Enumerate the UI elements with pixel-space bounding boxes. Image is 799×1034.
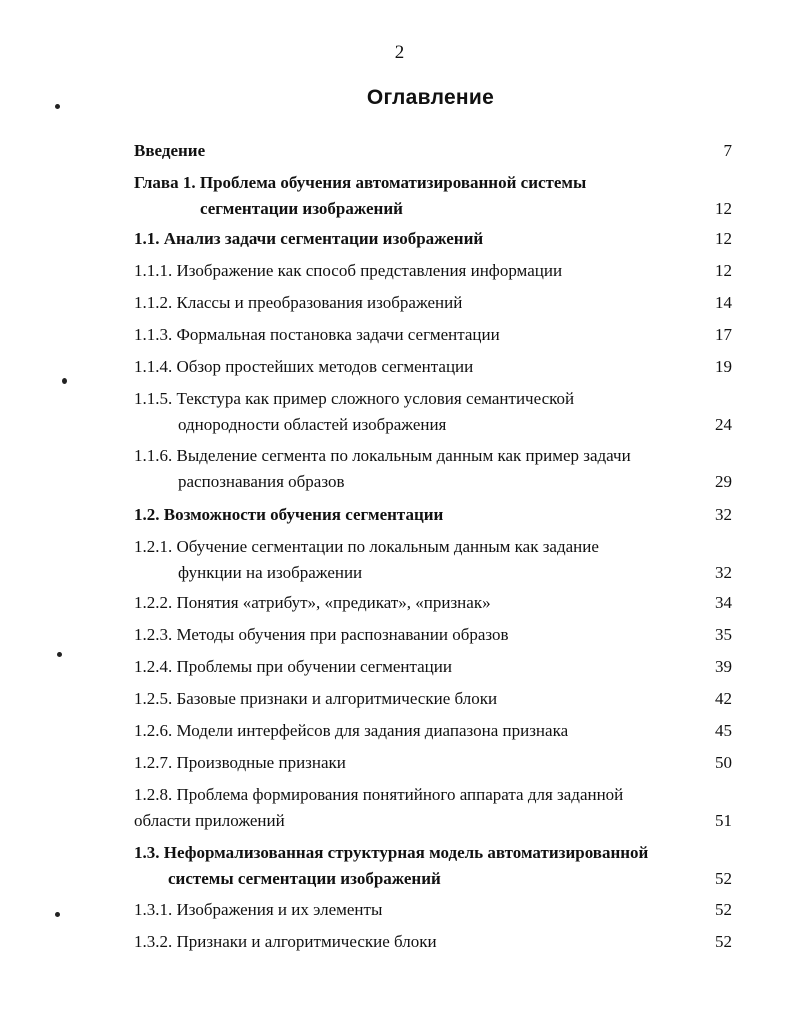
toc-page-number: 52 bbox=[715, 900, 732, 919]
toc-entry-text: 1.2.6. Модели интерфейсов для задания диапазона признака bbox=[134, 721, 569, 740]
toc-entry bbox=[134, 138, 732, 164]
toc-page-number: 12 bbox=[715, 199, 732, 218]
toc-entry-text: области приложений bbox=[134, 811, 285, 830]
toc-page-number: 45 bbox=[715, 721, 732, 740]
scan-speck bbox=[55, 104, 60, 109]
toc-entry bbox=[134, 534, 732, 586]
toc-entry-text: 1.2.2. Понятия «атрибут», «предикат», «признак» bbox=[134, 593, 491, 612]
toc-entry-text: 1.3.2. Признаки и алгоритмические блоки bbox=[134, 932, 437, 951]
toc-entry bbox=[134, 354, 732, 380]
toc-entry bbox=[134, 750, 732, 776]
toc-entry-text: 1.1.3. Формальная постановка задачи сегментации bbox=[134, 325, 500, 344]
scan-speck bbox=[55, 912, 60, 917]
toc-entry-text: 1.2.8. Проблема формирования понятийного аппарата для заданной bbox=[134, 785, 624, 804]
toc-entry bbox=[134, 170, 732, 222]
toc-page-number: 35 bbox=[715, 625, 732, 644]
toc-entry bbox=[134, 258, 732, 284]
toc-entry-text: 1.2.3. Методы обучения при распознавании образов bbox=[134, 625, 509, 644]
toc-entry-text: 1.3. Неформализованная структурная модель автоматизированной bbox=[134, 843, 649, 862]
toc-entry-text: 1.2.5. Базовые признаки и алгоритмические блоки bbox=[134, 689, 498, 708]
toc-entry bbox=[134, 718, 732, 744]
toc-entry bbox=[134, 622, 732, 648]
toc-page-number: 29 bbox=[715, 472, 732, 491]
toc-entry-text: 1.3.1. Изображения и их элементы bbox=[134, 900, 383, 919]
toc-entry bbox=[134, 897, 732, 923]
toc-page-number: 12 bbox=[715, 261, 732, 280]
toc-page-number: 24 bbox=[715, 415, 732, 434]
toc-entry-text: 1.2. Возможности обучения сегментации bbox=[134, 505, 444, 524]
toc-page-number: 32 bbox=[715, 505, 732, 524]
toc-entry bbox=[134, 686, 732, 712]
toc-entry-text: распознавания образов bbox=[178, 472, 345, 491]
toc-entry bbox=[134, 322, 732, 348]
toc-entry-text: Глава 1. Проблема обучения автоматизированной системы bbox=[134, 173, 587, 192]
toc-entry-text: 1.1.4. Обзор простейших методов сегментации bbox=[134, 357, 474, 376]
toc-entry-text: 1.2.7. Производные признаки bbox=[134, 753, 346, 772]
toc-page-number: 14 bbox=[715, 293, 732, 312]
toc-entry bbox=[134, 290, 732, 316]
toc-entry-text: Введение bbox=[134, 141, 206, 160]
toc-entry-text: 1.1.2. Классы и преобразования изображений bbox=[134, 293, 463, 312]
toc-page-number: 7 bbox=[723, 141, 732, 160]
toc-entry bbox=[134, 590, 732, 616]
toc-page-number: 34 bbox=[715, 593, 732, 612]
toc-entry bbox=[134, 502, 732, 528]
toc-entry bbox=[134, 782, 732, 834]
scan-speck bbox=[57, 652, 62, 657]
toc-page-number: 39 bbox=[715, 657, 732, 676]
toc-page-number: 52 bbox=[715, 932, 732, 951]
toc-page-number: 50 bbox=[715, 753, 732, 772]
toc-entry-text: однородности областей изображения bbox=[178, 415, 447, 434]
toc-page-number: 17 bbox=[715, 325, 732, 344]
toc-entry-text: 1.2.4. Проблемы при обучении сегментации bbox=[134, 657, 452, 676]
toc-entry-text: 1.1.5. Текстура как пример сложного условия семантической bbox=[134, 389, 575, 408]
toc-entry bbox=[134, 654, 732, 680]
toc-entry bbox=[134, 226, 732, 252]
scan-speck bbox=[62, 378, 67, 384]
toc-entry-text: 1.1.1. Изображение как способ представления информации bbox=[134, 261, 563, 280]
toc-page-number: 52 bbox=[715, 869, 732, 888]
toc-entry-text: 1.1. Анализ задачи сегментации изображений bbox=[134, 229, 484, 248]
toc-page-number: 32 bbox=[715, 563, 732, 582]
toc-entry bbox=[134, 929, 732, 955]
toc-entry-text: сегментации изображений bbox=[200, 199, 403, 218]
toc-entry bbox=[134, 386, 732, 438]
toc-entry bbox=[134, 840, 732, 892]
page-number: 2 bbox=[394, 42, 405, 63]
toc-page-number: 12 bbox=[715, 229, 732, 248]
toc-entry-text: 1.1.6. Выделение сегмента по локальным данным как пример задачи bbox=[134, 446, 631, 465]
toc-entry-text: функции на изображении bbox=[178, 563, 363, 582]
toc-page-number: 51 bbox=[715, 811, 732, 830]
toc-entry-text: системы сегментации изображений bbox=[168, 869, 441, 888]
toc-entry-text: 1.2.1. Обучение сегментации по локальным данным как задание bbox=[134, 537, 599, 556]
toc-entry bbox=[134, 443, 732, 495]
page-title: Оглавление bbox=[366, 86, 495, 109]
toc-page-number: 19 bbox=[715, 357, 732, 376]
toc-page-number: 42 bbox=[715, 689, 732, 708]
